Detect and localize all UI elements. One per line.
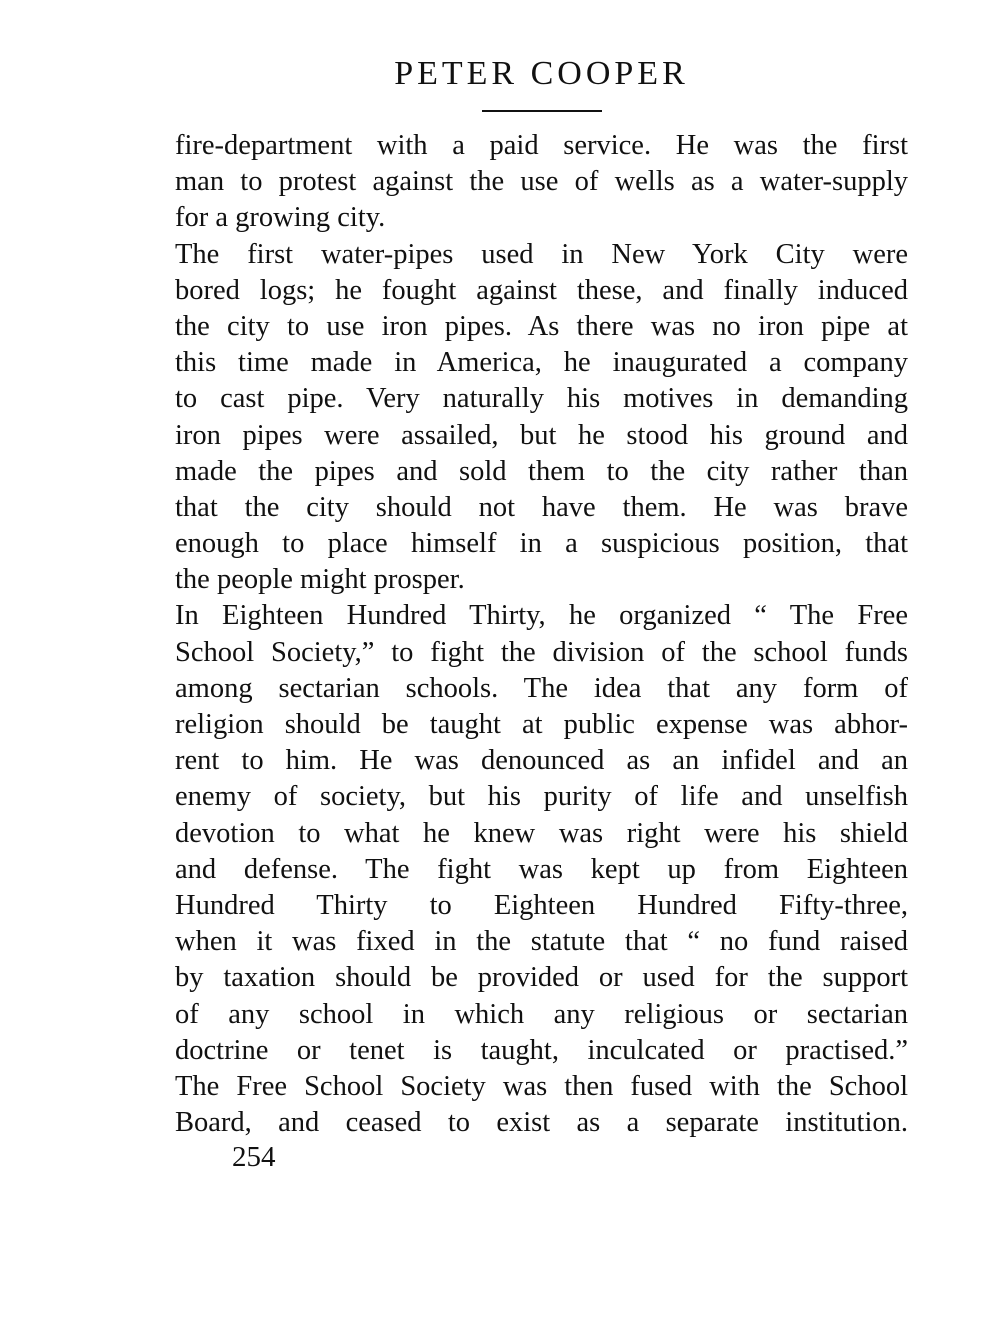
text-line: and defense. The fight was kept up from Eighteen (175, 853, 908, 885)
text-line: for a growing city. (175, 202, 386, 234)
text-line: the city to use iron pipes. As there was no iron pipe at (175, 310, 908, 342)
body-text (175, 128, 908, 1141)
text-line: enemy of society, but his purity of life and unselfish (175, 781, 908, 813)
text-line: doctrine or tenet is taught, inculcated or practised.” (175, 1034, 908, 1066)
text-line: the people might prosper. (175, 564, 465, 596)
text-line: rent to him. He was denounced as an infidel and an (175, 745, 908, 777)
text-line: Hundred Thirty to Eighteen Hundred Fifty-three, (175, 889, 908, 921)
text-line: made the pipes and sold them to the city rather than (175, 455, 908, 487)
text-line: man to protest against the use of wells as a water-supply (175, 166, 908, 198)
text-line: fire-department with a paid service. He was the first (175, 130, 908, 161)
text-line: The Free School Society was then fused with the School (175, 1070, 908, 1102)
text-line: among sectarian schools. The idea that any form of (175, 672, 908, 704)
text-line: religion should be taught at public expense was abhor- (175, 709, 908, 740)
text-line: School Society,” to fight the division of the school funds (175, 636, 908, 668)
text-line: this time made in America, he inaugurated a company (175, 347, 908, 379)
running-head: PETER COOPER (394, 55, 689, 92)
text-line: of any school in which any religious or sectarian (175, 998, 908, 1030)
text-line: bored logs; he fought against these, and finally induced (175, 274, 908, 306)
text-line: In Eighteen Hundred Thirty, he organized “ The Free (175, 600, 908, 632)
text-line: to cast pipe. Very naturally his motives in demanding (175, 383, 908, 415)
head-rule (482, 110, 602, 112)
text-line: devotion to what he knew was right were his shield (175, 817, 908, 849)
text-line: when it was fixed in the statute that “ no fund raised (175, 926, 908, 958)
text-line: by taxation should be provided or used for the support (175, 962, 908, 994)
text-line: that the city should not have them. He was brave (175, 491, 908, 523)
text-line: Board, and ceased to exist as a separate institution. (175, 1107, 908, 1139)
text-line: The first water-pipes used in New York City were (175, 238, 908, 270)
text-line: iron pipes were assailed, but he stood his ground and (175, 419, 908, 451)
text-line: enough to place himself in a suspicious position, that (175, 528, 908, 560)
page-number: 254 (232, 1141, 276, 1173)
